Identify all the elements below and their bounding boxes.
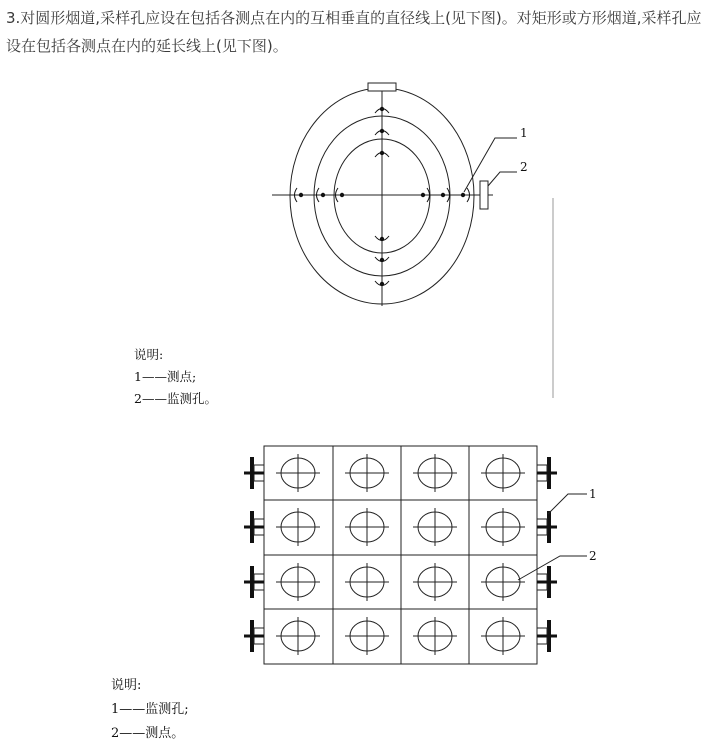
monitoring-port: [537, 511, 557, 543]
legend-line-1: 1——测点;: [134, 369, 197, 384]
monitoring-port: [537, 457, 557, 489]
rectangular-flue-diagram: [264, 446, 537, 664]
legend-title: 说明:: [134, 347, 164, 362]
rect-callout-1: 1: [589, 487, 597, 501]
monitoring-port: [244, 620, 264, 652]
circle-callout-2: 2: [520, 160, 528, 174]
circular-flue-diagram: [272, 83, 553, 398]
measuring-point: [299, 193, 303, 197]
circle-callout-1: 1: [520, 126, 528, 140]
legend-line-2: 2——测点。: [111, 726, 185, 741]
circle-figure-legend: [134, 344, 217, 410]
monitoring-port: [244, 511, 264, 543]
rect-figure-legend: [111, 674, 189, 746]
measuring-point: [321, 193, 325, 197]
rect-callout-leaders: [518, 494, 587, 580]
top-monitoring-port: [368, 83, 396, 91]
monitoring-port: [537, 620, 557, 652]
monitoring-port: [244, 457, 264, 489]
rect-callout-2: 2: [589, 549, 597, 563]
measuring-point: [461, 193, 465, 197]
monitoring-port: [537, 566, 557, 598]
right-monitoring-port: [480, 181, 488, 209]
legend-title: 说明:: [111, 678, 142, 693]
monitoring-port: [244, 566, 264, 598]
legend-line-2: 2——监测孔。: [134, 391, 217, 406]
circle-callout-leaders: [464, 138, 517, 192]
intro-paragraph: 3.对圆形烟道,采样孔应设在包括各测点在内的互相垂直的直径线上(见下图)。对矩形或方形烟道,采样孔应设在包括各测点在内的延长线上(见下图)。: [6, 9, 702, 55]
measuring-point: [340, 193, 344, 197]
legend-line-1: 1——监测孔;: [111, 702, 189, 717]
measuring-point: [441, 193, 445, 197]
measuring-point: [421, 193, 425, 197]
